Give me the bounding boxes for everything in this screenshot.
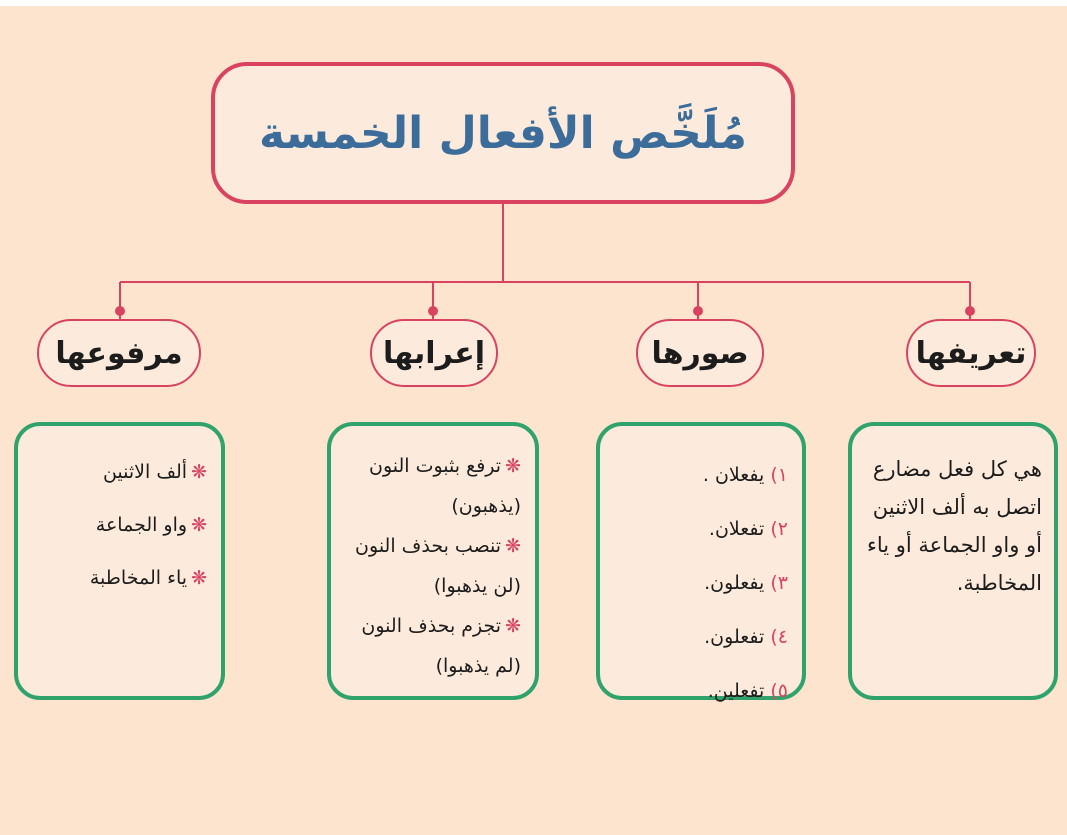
parsing-box	[327, 422, 539, 700]
list-item: ❋تجزم بحذف النون (لم يذهبوا)	[361, 615, 521, 677]
heading-definition: تعريفها	[915, 335, 1027, 371]
definition-box	[848, 422, 1058, 700]
bullet-icon: ❋	[191, 461, 207, 483]
list-item: ٥) تفعلين.	[707, 680, 788, 702]
list-item: ٤) تفعلون.	[704, 626, 788, 648]
list-item: ❋ألف الاثنين	[102, 461, 207, 483]
list-item: ٣) يفعلون.	[704, 572, 788, 594]
heading-forms: صورها	[651, 335, 749, 371]
forms-box	[596, 422, 806, 700]
heading-parsing-box	[370, 319, 498, 387]
list-item: ❋ياء المخاطبة	[89, 567, 207, 589]
diagram-title: مُلَخَّص الأفعال الخمسة	[258, 107, 748, 159]
list-item: ❋ترفع بثبوت النون (يذهبون)	[369, 455, 521, 517]
heading-forms-box	[636, 319, 764, 387]
bullet-icon: ❋	[191, 567, 207, 589]
bullet-icon: ❋	[505, 455, 521, 477]
definition-text: هي كل فعل مضارع اتصل به ألف الاثنين أو واو الجماعة أو ياء المخاطبة.	[866, 457, 1042, 595]
nominative-box	[14, 422, 225, 700]
parsing-list	[331, 426, 535, 686]
bullet-icon: ❋	[505, 615, 521, 637]
list-item: ٢) تفعلان.	[708, 518, 788, 540]
list-item: ❋تنصب بحذف النون (لن يذهبوا)	[355, 535, 521, 597]
heading-nominative-box	[37, 319, 201, 387]
list-item: ❋واو الجماعة	[95, 514, 207, 536]
nominative-list	[18, 426, 221, 605]
list-item: ١) يفعلان .	[702, 464, 788, 486]
title-box	[211, 62, 795, 204]
heading-parsing: إعرابها	[382, 335, 486, 371]
forms-list	[600, 426, 802, 718]
bullet-icon: ❋	[191, 514, 207, 536]
heading-definition-box	[906, 319, 1036, 387]
bullet-icon: ❋	[505, 535, 521, 557]
heading-nominative: مرفوعها	[55, 335, 183, 371]
